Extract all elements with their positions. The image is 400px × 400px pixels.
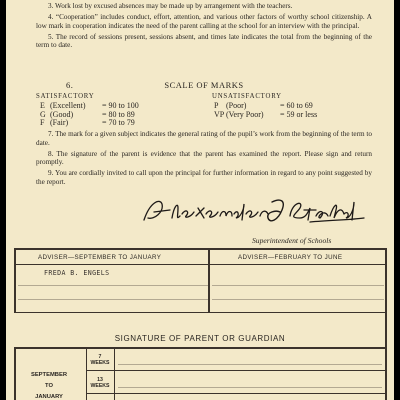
unsatisfactory-marks	[212, 102, 317, 119]
satisfactory-label: SATISFACTORY	[36, 93, 95, 100]
scale-number: 6.	[66, 80, 74, 90]
adviser-bottom-rule	[14, 312, 386, 313]
adviser-spring-label: ADVISER—FEBRUARY TO JUNE	[238, 254, 343, 261]
mark-row: G (Good) = 80 to 89	[40, 109, 135, 119]
adviser-fall-label: ADVISER—SEPTEMBER TO JANUARY	[38, 254, 162, 261]
adviser-blank-line	[212, 285, 384, 286]
adviser-blank-line	[18, 299, 208, 300]
unsatisfactory-label: UNSATISFACTORY	[212, 93, 282, 100]
mark-row: VP (Very Poor) = 59 or less	[214, 109, 318, 119]
adviser-fall-name: FREDA B. ENGELS	[44, 269, 110, 277]
weeks-number: 13	[97, 377, 103, 383]
weeks-label-7	[88, 354, 112, 367]
rules-list	[36, 2, 372, 52]
weeks-word: WEEKS	[90, 383, 110, 390]
box-right-border	[385, 248, 387, 400]
period-label	[18, 370, 80, 400]
weeks-word: WEEKS	[90, 360, 110, 367]
rule-5: 5. The record of sessions present, sessions absent, and times late indicates the total from the beginning of the term to date.	[36, 32, 372, 50]
parent-signature-title: SIGNATURE OF PARENT OR GUARDIAN	[114, 334, 286, 343]
superintendent-signature	[140, 196, 366, 226]
adviser-blank-line	[212, 299, 384, 300]
weeks-number: 7	[98, 354, 102, 360]
rules-list-2	[36, 130, 372, 189]
box-left-border	[14, 248, 16, 313]
mark-row: F (Fair) = 70 to 79	[40, 118, 135, 128]
weeks-label-13	[88, 377, 112, 390]
report-card-back	[6, 0, 394, 400]
adviser-blank-line	[18, 285, 208, 286]
signature-line	[118, 364, 382, 365]
adviser-header-rule	[14, 264, 386, 265]
parent-left-border	[14, 347, 16, 400]
rule-4: 4. “Cooperation” includes conduct, effort, attention, and various other factors of worthy school citizenship. A low mark in cooperation indicates the need of the parent calling at the school for an interview with the principal.	[36, 12, 372, 30]
superintendent-title: Superintendent of Schools	[252, 236, 332, 245]
mark-row: E (Excellent) = 90 to 100	[40, 101, 139, 110]
box-top-border	[14, 248, 386, 250]
period-line: TO	[45, 383, 53, 389]
parent-header-rule	[14, 347, 386, 349]
period-line: SEPTEMBER	[30, 372, 68, 378]
period-line: JANUARY	[35, 394, 63, 400]
satisfactory-marks	[36, 102, 139, 128]
rule-3: 3. Work lost by excused absences may be made up by arrangement with the teachers.	[48, 2, 293, 10]
mark-row: P (Poor) = 60 to 69	[214, 101, 313, 110]
weeks-row-rule	[86, 370, 386, 371]
rule-8: 8. The signature of the parent is evidence that the parent has examined the report. Please sign and return promptly.	[36, 149, 372, 167]
adviser-divider	[208, 248, 210, 313]
signature-line	[118, 387, 382, 388]
rule-7: 7. The mark for a given subject indicates the general rating of the pupil’s work from the beginning of the term to date.	[36, 130, 372, 147]
rule-9: 9. You are cordially invited to call upon the principal for further information in regard to any point suggested by the report.	[36, 169, 372, 186]
weeks-row-rule	[86, 393, 386, 394]
scale-title: SCALE OF MARKS	[164, 80, 244, 90]
